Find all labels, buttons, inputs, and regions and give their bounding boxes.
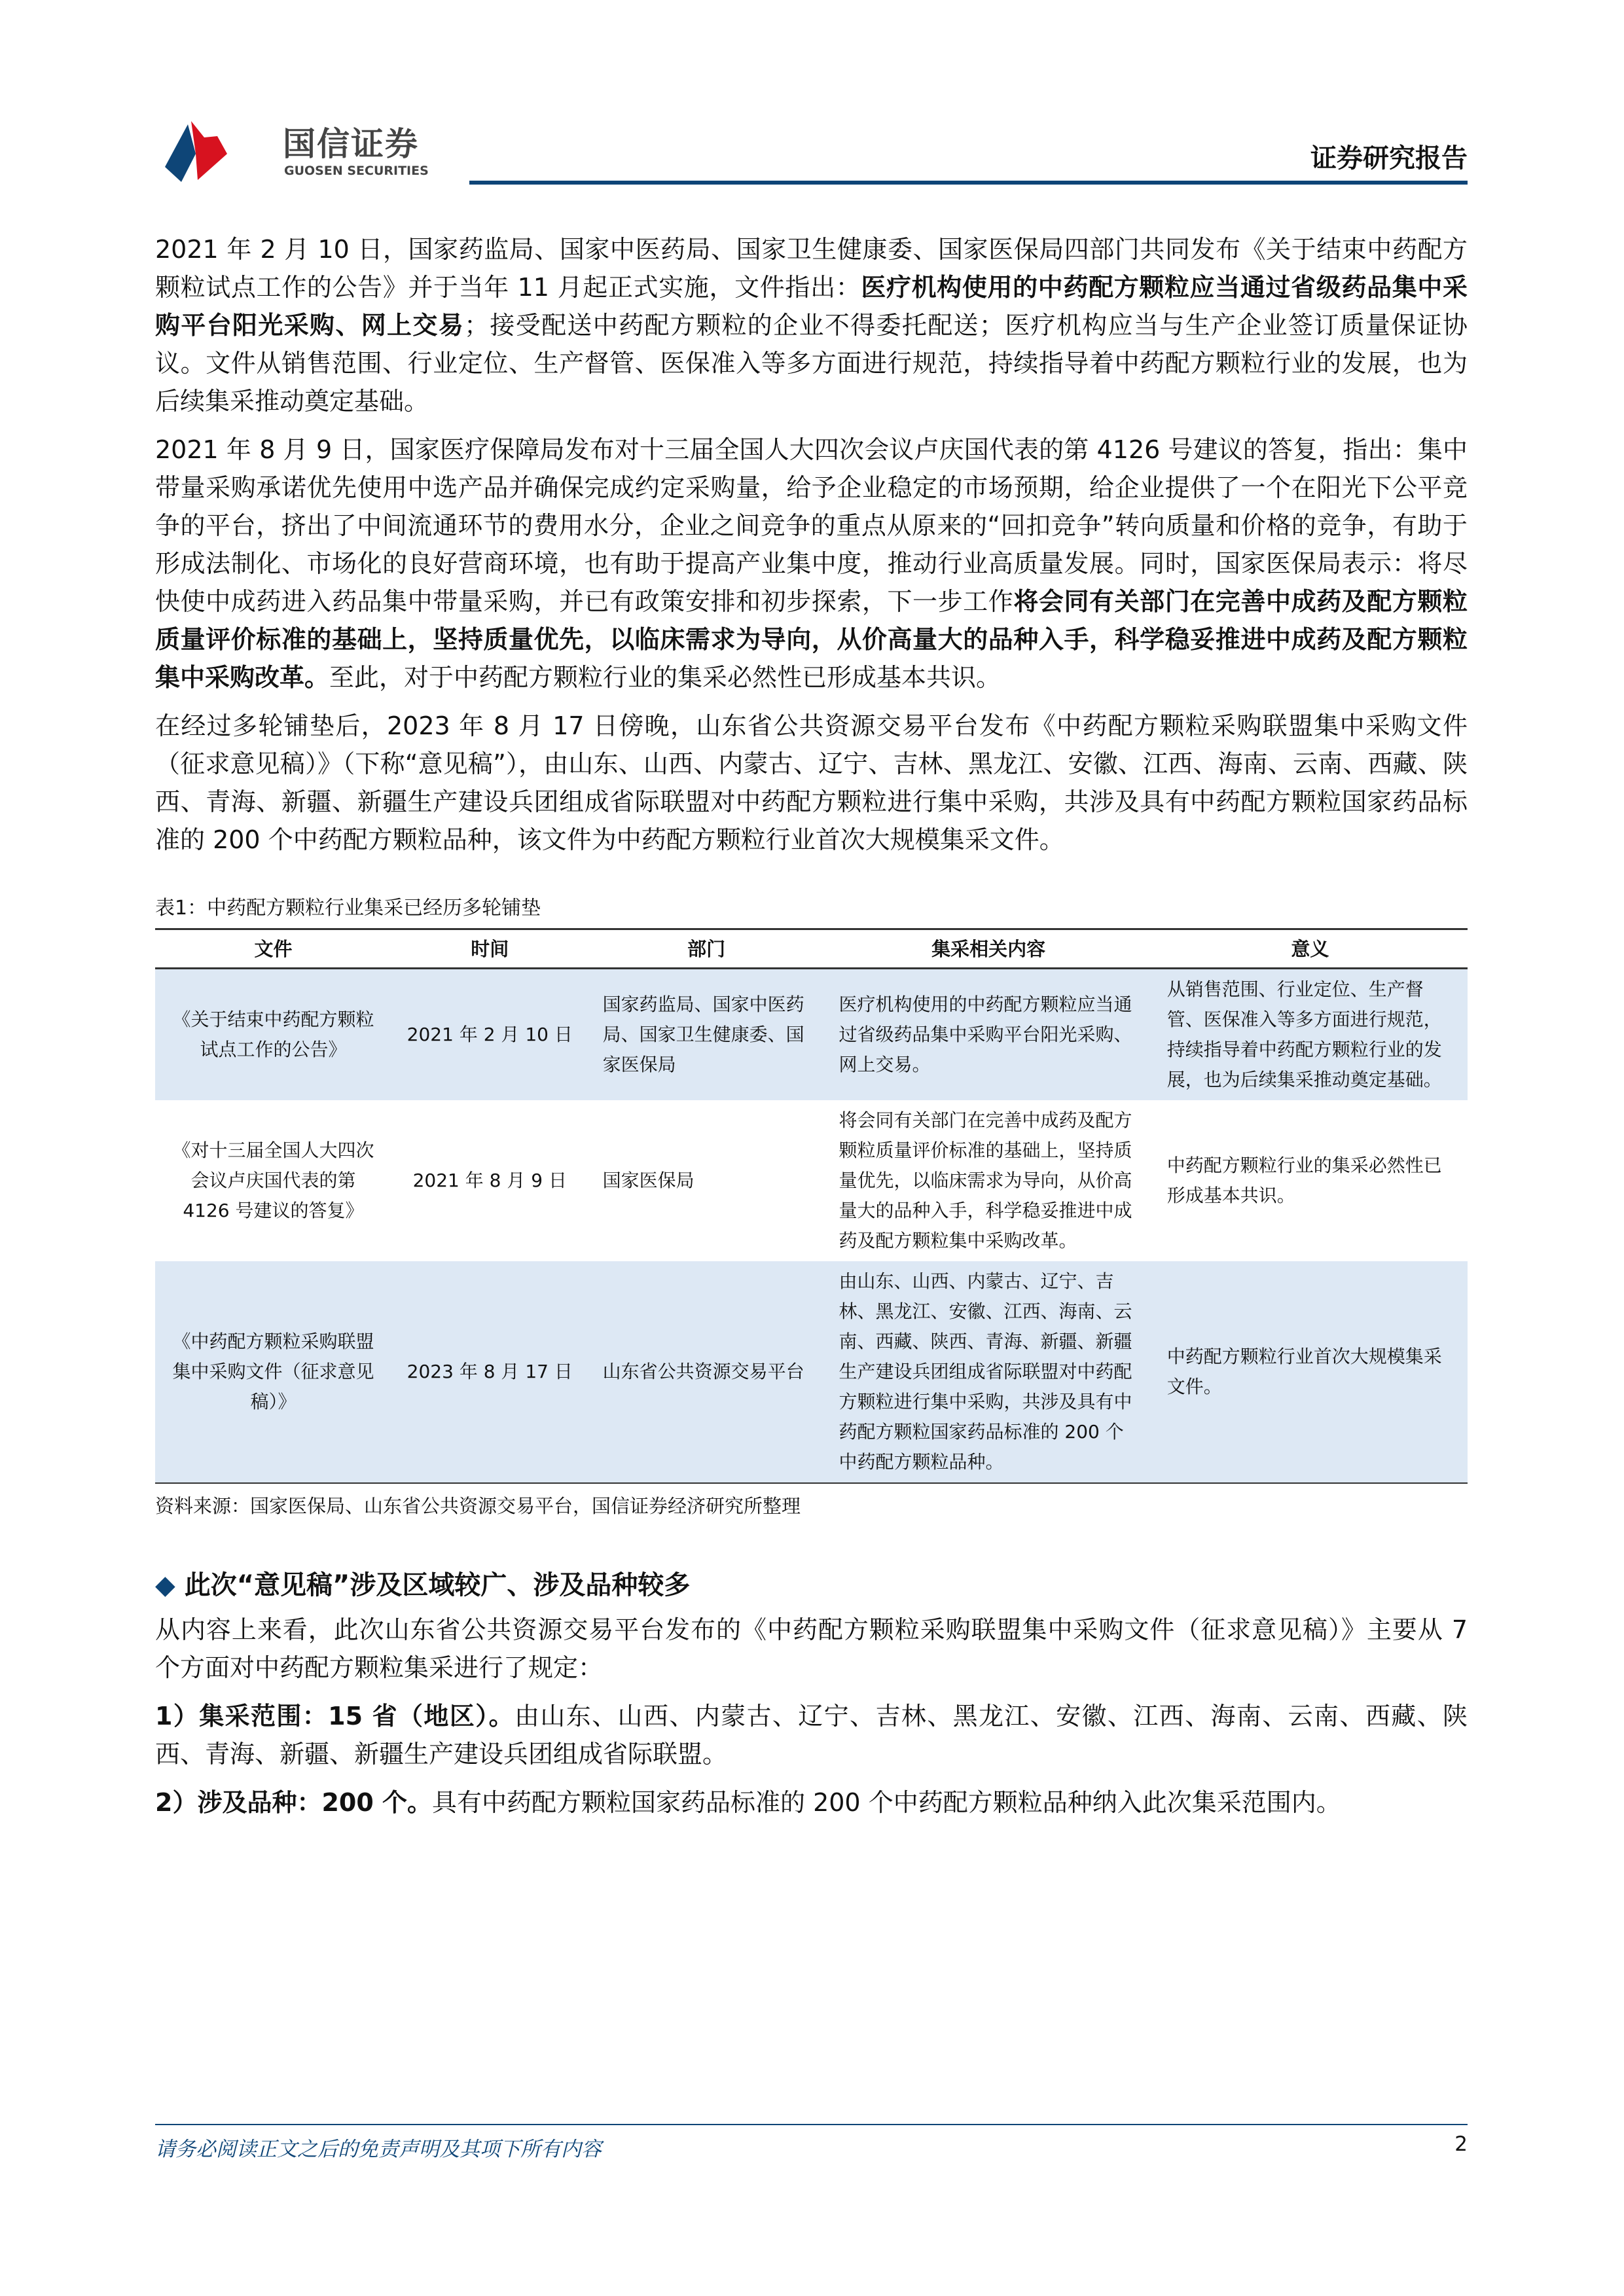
cell: 国家医保局 (602, 1170, 695, 1191)
cell: 《对十三届全国人大四次会议卢庆国代表的第 4126 号建议的答复》 (172, 1139, 374, 1221)
logo-text: 国信证券 (283, 125, 419, 163)
col-header: 意义 (1153, 929, 1468, 969)
report-type: 证券研究报告 (1310, 143, 1468, 173)
paragraph-2: 2021 年 8 月 9 日，国家医疗保障局发布对十三届全国人大四次会议卢庆国代表的第 4126 号建议的答复，指出：集中带量采购承诺优先使用中选产品并确保完成约定采购量，给予企业稳定的市场预期，给企业提供了一个在阳光下公平竞争的平台，挤出了中间流通环节的费用水分，企业之间竞争的重点从原来的“回扣竞争”转向质量和价格的竞争，有助于形成法制化、市场化的良好营商环境，也有助于提高产业集中度，推动行业高质量发展。同时，国家医保局表示：将尽快使中成药进入药品集中带量采购，并已有政策安排和初步探索，下一步工作将会同有关部门在完善中成药及配方颗粒质量评价标准的基础上，坚持质量优先，以临床需求为导向，从价高量大的品种入手，科学稳妥推进中成药及配方颗粒集中采购改革。至此，对于中药配方颗粒行业的集采必然性已形成基本共识。 (155, 435, 1468, 692)
diamond-bullet-icon: ◆ (155, 1570, 175, 1600)
cell: 中药配方颗粒行业首次大规模集采文件。 (1153, 1261, 1468, 1483)
cell: 2023 年 8 月 17 日 (391, 1261, 588, 1483)
col-header: 时间 (391, 929, 588, 969)
paragraph-3: 在经过多轮铺垫后，2023 年 8 月 17 日傍晚，山东省公共资源交易平台发布《中药配方颗粒采购联盟集中采购文件（征求意见稿）》（下称“意见稿”），由山东、山西、内蒙古、辽宁、吉林、黑龙江、安徽、江西、海南、云南、西藏、陕西、青海、新疆、新疆生产建设兵团组成省际联盟对中药配方颗粒进行集中采购，共涉及具有中药配方颗粒国家药品标准的 200 个中药配方颗粒品种，该文件为中药配方颗粒行业首次大规模集采文件。 (155, 711, 1468, 854)
cell: 国家药监局、国家中医药局、国家卫生健康委、国家医保局 (588, 969, 825, 1101)
table-row (155, 1261, 1468, 1483)
col-header: 文件 (155, 929, 391, 969)
policy-table (155, 928, 1468, 1484)
table-caption: 表1：中药配方颗粒行业集采已经历多轮铺垫 (155, 897, 541, 920)
logo-subtext: GUOSEN SECURITIES (284, 164, 429, 178)
cell: 中药配方颗粒行业的集采必然性已形成基本共识。 (1166, 1155, 1442, 1206)
cell: 从销售范围、行业定位、生产督管、医保准入等多方面进行规范，持续指导着中药配方颗粒行业的发展，也为后续集采推动奠定基础。 (1153, 969, 1468, 1101)
cell: 由山东、山西、内蒙古、辽宁、吉林、黑龙江、安徽、江西、海南、云南、西藏、陕西、青海、新疆、新疆生产建设兵团组成省际联盟对中药配方颗粒进行集中采购，共涉及具有中药配方颗粒国家药品标准的 200 个中药配方颗粒品种。 (825, 1261, 1153, 1483)
cell: 医疗机构使用的中药配方颗粒应当通过省级药品集中采购平台阳光采购、网上交易。 (825, 969, 1153, 1101)
cell: 《中药配方颗粒采购联盟集中采购文件（征求意见稿）》 (155, 1261, 391, 1483)
section-heading: ◆ 此次“意见稿”涉及区域较广、涉及品种较多 (155, 1570, 691, 1600)
list-item: 2）涉及品种：200 个。具有中药配方颗粒国家药品标准的 200 个中药配方颗粒品种纳入此次集采范围内。 (155, 1788, 1341, 1817)
footer-disclaimer: 请务必阅读正文之后的免责声明及其项下所有内容 (155, 2138, 602, 2161)
page-number: 2 (1454, 2132, 1468, 2156)
main-content (155, 230, 1468, 1832)
col-header: 部门 (588, 929, 825, 969)
cell: 山东省公共资源交易平台 (588, 1261, 825, 1483)
table-source: 资料来源：国家医保局、山东省公共资源交易平台，国信证券经济研究所整理 (155, 1495, 801, 1517)
footer-rule (155, 2124, 1468, 2125)
table-row (155, 1100, 1468, 1261)
section-intro: 从内容上来看，此次山东省公共资源交易平台发布的《中药配方颗粒采购联盟集中采购文件（征求意见稿）》主要从 7 个方面对中药配方颗粒集采进行了规定： (155, 1615, 1468, 1682)
cell: 《关于结束中药配方颗粒试点工作的公告》 (155, 969, 391, 1101)
cell: 2021 年 8 月 9 日 (412, 1170, 567, 1191)
cell: 2021 年 2 月 10 日 (391, 969, 588, 1101)
col-header: 集采相关内容 (825, 929, 1153, 969)
guosen-logo-icon (162, 118, 280, 183)
header-rule (469, 181, 1468, 185)
table-row (155, 969, 1468, 1101)
page-header (155, 111, 1468, 190)
cell: 将会同有关部门在完善中成药及配方颗粒质量评价标准的基础上，坚持质量优先，以临床需求为导向，从价高量大的品种入手，科学稳妥推进中成药及配方颗粒集中采购改革。 (839, 1109, 1132, 1251)
paragraph-1: 2021 年 2 月 10 日，国家药监局、国家中医药局、国家卫生健康委、国家医保局四部门共同发布《关于结束中药配方颗粒试点工作的公告》并于当年 11 月起正式实施，文件指出：医疗机构使用的中药配方颗粒应当通过省级药品集中采购平台阳光采购、网上交易；接受配送中药配方颗粒的企业不得委托配送；医疗机构应当与生产企业签订质量保证协议。文件从销售范围、行业定位、生产督管、医保准入等多方面进行规范，持续指导着中药配方颗粒行业的发展，也为后续集采推动奠定基础。 (155, 235, 1468, 416)
list-item: 1）集采范围：15 省（地区）。由山东、山西、内蒙古、辽宁、吉林、黑龙江、安徽、江西、海南、云南、西藏、陕西、青海、新疆、新疆生产建设兵团组成省际联盟。 (155, 1702, 1468, 1768)
